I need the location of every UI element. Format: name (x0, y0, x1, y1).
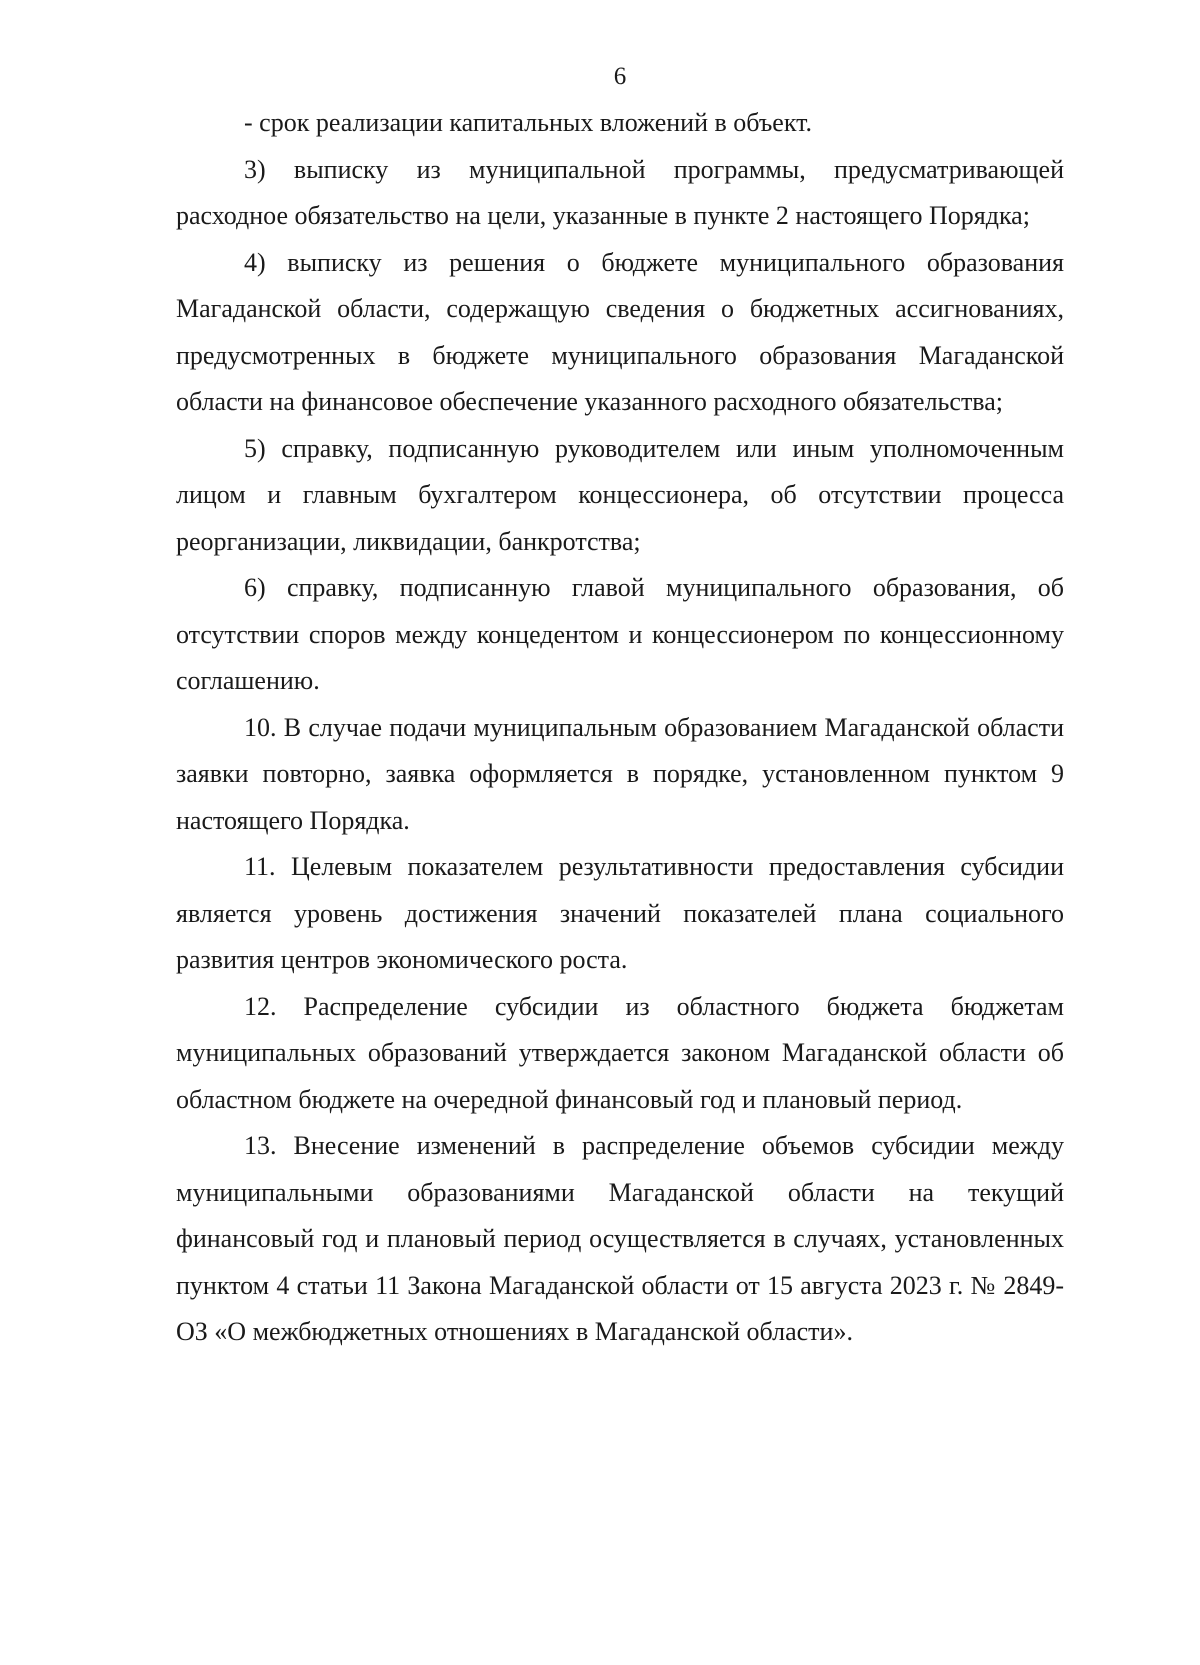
paragraph-clause-10: 10. В случае подачи муниципальным образованием Магаданской области заявки повторно, заявка оформляется в порядке, установленном пунктом 9 настоящего Порядка. (176, 712, 1064, 835)
paragraph-clause-11: 11. Целевым показателем результативности предоставления субсидии является уровень достижения значений показателей плана социального развития центров экономического роста. (176, 852, 1064, 974)
page-number: 6 (613, 63, 627, 90)
paragraph-item-5: 5) справку, подписанную руководителем или иным уполномоченным лицом и главным бухгалтером концессионера, об отсутствии процесса реорганизации, ликвидации, банкротства; (176, 433, 1064, 556)
paragraph-clause-13: 13. Внесение изменений в распределение объемов субсидии между муниципальными образованиями Магаданской области на текущий финансовый год и плановый период осуществляется в случаях, установленных пунктом 4 статьи 11 Закона Магаданской области от 15 августа 2023 г. № 2849-ОЗ «О межбюджетных отношениях в Магаданской области». (176, 1131, 1064, 1346)
paragraph-item-3: 3) выписку из муниципальной программы, предусматривающей расходное обязательство на цели, указанные в пункте 2 настоящего Порядка; (176, 154, 1064, 230)
paragraph-item-4: 4) выписку из решения о бюджете муниципального образования Магаданской области, содержащую сведения о бюджетных ассигнованиях, предусмотренных в бюджете муниципального образования Магаданской области на финансовое обеспечение указанного расходного обязательства; (176, 247, 1064, 416)
paragraph-item-6: 6) справку, подписанную главой муниципального образования, об отсутствии споров между концедентом и концессионером по концессионному соглашению. (176, 573, 1064, 695)
paragraph-clause-12: 12. Распределение субсидии из областного бюджета бюджетам муниципальных образований утверждается законом Магаданской области об областном бюджете на очередной финансовый год и плановый период. (176, 991, 1064, 1114)
paragraph-capital-investment-term: - срок реализации капитальных вложений в объект. (244, 108, 813, 137)
document-body (176, 100, 1064, 1356)
